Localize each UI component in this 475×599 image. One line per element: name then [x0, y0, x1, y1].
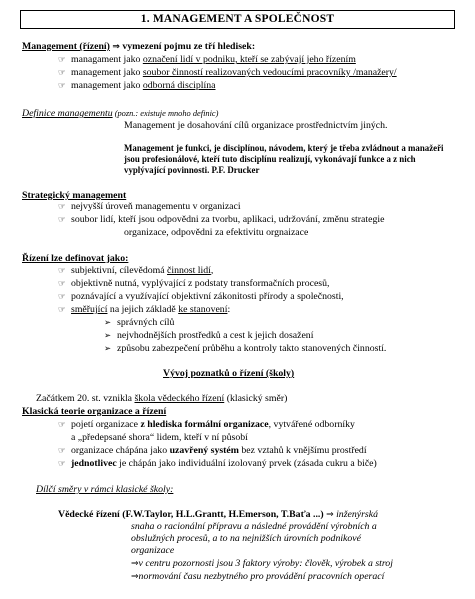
- management-heading-term: Management (řízení): [22, 41, 110, 52]
- arrowhead-right-icon: ➢: [104, 318, 112, 328]
- double-arrow-icon: ⇒: [112, 42, 120, 52]
- sub-list-item: ➢ nejvhodnějších prostředků a cest k jejich dosažení: [104, 330, 314, 341]
- list-item: ☞ pojetí organizace z hlediska formální organizace, vytvářené odborníky: [58, 419, 355, 430]
- hand-bullet-icon: ☞: [58, 266, 66, 276]
- list-item: ☞ management jako soubor činností realizovaných vedoucími pracovníky /manažery/: [58, 67, 397, 78]
- page-title: 1. MANAGEMENT A SPOLEČNOST: [20, 10, 455, 29]
- double-arrow-icon: ⇒: [326, 510, 334, 520]
- double-arrow-icon: ⇒: [131, 572, 139, 582]
- list-item: ☞ subjektivní, cílevědomá činnost lidí,: [58, 265, 214, 276]
- scientific-management-line: Vědecké řízení (F.W.Taylor, H.L.Grantt, H.Emerson, T.Baťa ...) ⇒ inženýrská: [58, 509, 378, 520]
- double-arrow-icon: ⇒: [131, 559, 139, 569]
- definition-1: Management je dosahování cílů organizace prostřednictvím jiných.: [124, 120, 388, 131]
- definition-note: (pozn.: existuje mnoho definic): [112, 109, 219, 118]
- list-item: ☞ soubor lidí, kteří jsou odpovědni za tvorbu, aplikaci, udržování, změnu strategie: [58, 214, 385, 225]
- list-item: ☞ objektivně nutná, vyplývající z podstaty transformačních procesů,: [58, 278, 330, 289]
- hand-bullet-icon: ☞: [58, 305, 66, 315]
- list-item: ☞ poznávající a využívající objektivní zákonitosti přírody a společnosti,: [58, 291, 344, 302]
- list-item: ☞ management jako odborná disciplína: [58, 80, 216, 91]
- list-item: ☞ managament jako označení lidí v podniku, kteří se zabývají jeho řízením: [58, 54, 356, 65]
- management-heading-rest: vymezení pojmu ze tří hledisek:: [119, 41, 256, 52]
- hand-bullet-icon: ☞: [58, 202, 66, 212]
- list-item-continuation: a „předepsané shora“ lidem, kteří v ní působí: [71, 432, 248, 443]
- list-item: ☞ nejvyšší úroveň managementu v organizaci: [58, 201, 241, 212]
- definition-heading: Definice managementu (pozn.: existuje mnoho definic): [22, 108, 219, 119]
- sub-list-item: ➢ správných cílů: [104, 317, 175, 328]
- scientific-management-label: Vědecké řízení (F.W.Taylor, H.L.Grantt, H.Emerson, T.Baťa ...): [58, 509, 324, 520]
- subdirections-heading: Dílčí směry v rámci klasické školy:: [36, 484, 174, 495]
- list-item: ☞ směřující na jejich základě ke stanovení:: [58, 304, 231, 315]
- list-item: ☞ jednotlivec je chápán jako individuální izolovaný prvek (zásada cukru a biče): [58, 458, 377, 469]
- hand-bullet-icon: ☞: [58, 55, 66, 65]
- strategic-management-heading: Strategický management: [22, 190, 127, 201]
- hand-bullet-icon: ☞: [58, 68, 66, 78]
- classic-theory-heading: Klasická teorie organizace a řízení: [22, 406, 167, 417]
- scientific-management-text: obslužných procesů, a to na nejnižších úrovních podnikové: [131, 533, 362, 544]
- hand-bullet-icon: ☞: [58, 81, 66, 91]
- arrowhead-right-icon: ➢: [104, 344, 112, 354]
- sub-list-item: ➢ způsobu zabezpečení průběhu a kontroly takto stanovených činností.: [104, 343, 387, 354]
- list-item: ☞ organizace chápána jako uzavřený systém bez vztahů k vnějšímu prostředí: [58, 445, 367, 456]
- hand-bullet-icon: ☞: [58, 279, 66, 289]
- list-item-continuation: organizace, odpovědni za efektivitu orgnaizace: [124, 227, 309, 238]
- scientific-management-text: snaha o racionální přípravu a následné provádění výrobních a: [131, 521, 377, 532]
- rizeni-heading: Řízení lze definovat jako:: [22, 253, 129, 264]
- hand-bullet-icon: ☞: [58, 215, 66, 225]
- hand-bullet-icon: ☞: [58, 446, 66, 456]
- list-item: ⇒v centru pozornosti jsou 3 faktory výroby: člověk, výrobek a stroj: [131, 558, 393, 569]
- definition-2-drucker: Management je funkci, je disciplínou, návodem, který je třeba zvládnout a manažeři jsou profesionálové, kteří tuto disciplínu realizují, vykonávají funkce a z nich vyplývající povinnosti. P.F. Drucker: [124, 143, 444, 175]
- schools-intro: Začátkem 20. st. vznikla škola vědeckého řízení (klasický směr): [36, 393, 288, 404]
- arrowhead-right-icon: ➢: [104, 331, 112, 341]
- hand-bullet-icon: ☞: [58, 420, 66, 430]
- hand-bullet-icon: ☞: [58, 292, 66, 302]
- management-heading: [22, 41, 255, 53]
- hand-bullet-icon: ☞: [58, 459, 66, 469]
- schools-heading: Vývoj poznatků o řízení (školy): [163, 368, 295, 379]
- list-item: ⇒normování času nezbytného pro provádění pracovních operací: [131, 571, 385, 582]
- scientific-management-text: organizace: [131, 545, 175, 556]
